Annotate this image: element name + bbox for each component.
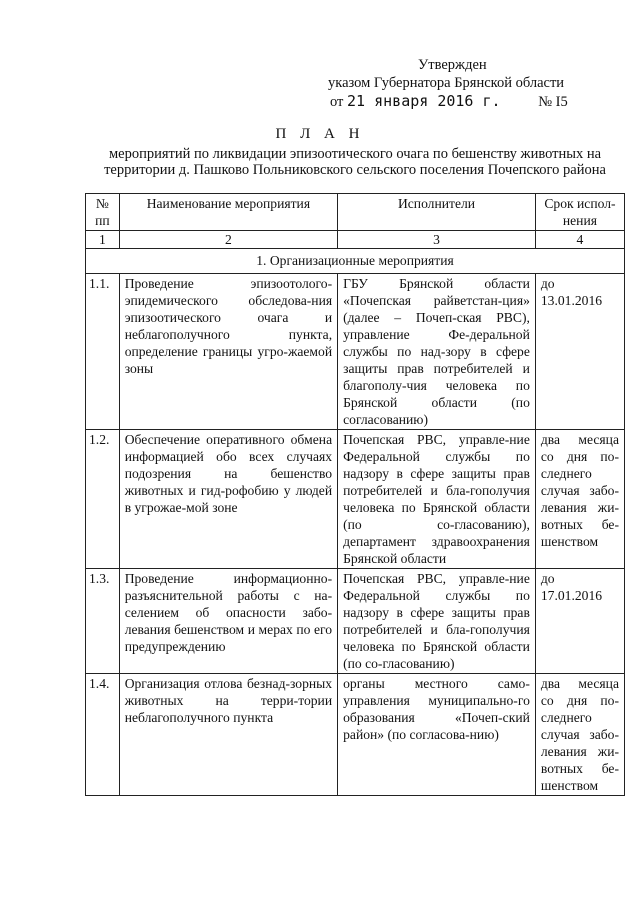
row-term: до 13.01.2016 [535,274,624,430]
header-num: № пп [86,194,120,231]
table-row [86,674,625,796]
column-number: 4 [535,231,624,249]
approval-line-approved: Утвержден [418,57,487,73]
section-title: 1. Организационные мероприятия [86,249,625,274]
column-number: 1 [86,231,120,249]
column-number-row [86,231,625,249]
measures-table [85,193,625,796]
approval-line-date [318,92,618,111]
row-name: Проведение эпизоотолого-эпидемического обследова-ния эпизоотического очага и неблагополучного пункта, определение границы угро-жаемой зоны [119,274,337,430]
section-row [86,249,625,274]
approval-line-decree: указом Губернатора Брянской области [328,75,565,91]
row-term: два месяца со дня по-следнего случая забо-левания жи-вотных бе-шенством [535,674,624,796]
row-num: 1.2. [86,430,120,569]
column-number: 2 [119,231,337,249]
table-row [86,569,625,674]
header-name: Наименование мероприятия [119,194,337,231]
table-row [86,274,625,430]
date-prefix: от [330,94,344,110]
row-num: 1.3. [86,569,120,674]
row-name: Проведение информационно-разъяснительной работы с на-селением об опасности забо-левания бешенством и мерах по его предупреждению [119,569,337,674]
header-executors: Исполнители [338,194,536,231]
decree-date: 21 января 2016 г. [347,92,501,110]
row-executors: органы местного само-управления муниципально-го образования «Почеп-ский район» (по согласова-нию) [338,674,536,796]
approval-block [318,56,618,111]
row-executors: Почепская РВС, управле-ние Федеральной службы по надзору в сфере защиты прав потребителей и бла-гополучия человека по Брянской области (по со-гласованию) [338,569,536,674]
table-row [86,430,625,569]
column-number: 3 [338,231,536,249]
document-subtitle: мероприятий по ликвидации эпизоотического очага по бешенству животных на территории д. Пашково Польниковского сельского поселения Почепского района [104,146,606,178]
table-header-row [86,194,625,231]
row-term: два месяца со дня по-следнего случая забо-левания жи-вотных бе-шенством [535,430,624,569]
row-executors: Почепская РВС, управле-ние Федеральной службы по надзору в сфере защиты прав потребителей и бла-гополучия человека по Брянской области (по со-гласованию), департамент здравоохранения Брянской области [338,430,536,569]
row-term: до 17.01.2016 [535,569,624,674]
row-num: 1.1. [86,274,120,430]
decree-number: № I5 [538,94,568,110]
row-executors: ГБУ Брянской области «Почепская райветстан-ция» (далее – Почеп-ская РВС), управление Фе-деральной службы по над-зору в сфере защиты прав потребителей и благополу-чия человека по Брянской области (по согласованию) [338,274,536,430]
row-num: 1.4. [86,674,120,796]
row-name: Организация отлова безнад-зорных животных на терри-тории неблагополучного пункта [119,674,337,796]
row-name: Обеспечение оперативного обмена информацией обо всех случаях подозрения на бешенство животных и гид-рофобию у людей в угрожае-мой зоне [119,430,337,569]
document-title: П Л А Н [275,126,365,142]
header-term: Срок испол-нения [535,194,624,231]
